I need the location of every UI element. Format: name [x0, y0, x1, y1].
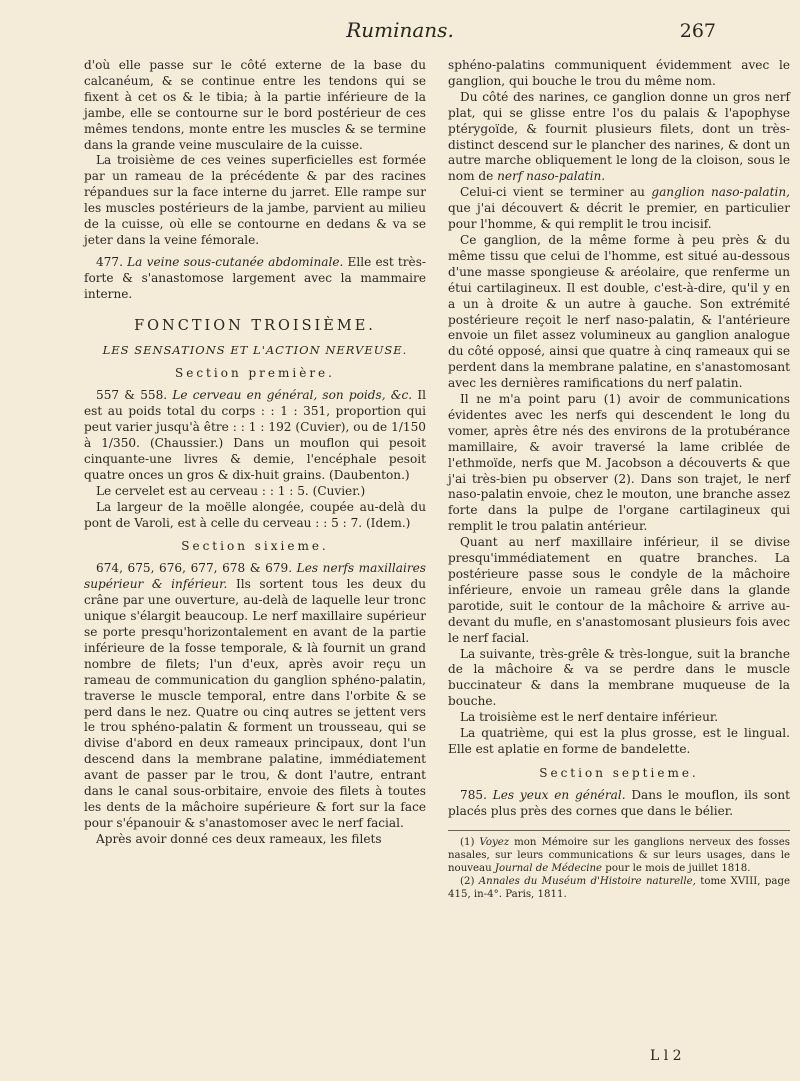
article-number: 674, 675, 676, 677, 678 & 679. [96, 561, 293, 576]
page-number: 267 [679, 20, 716, 42]
footnote-text: mon Mémoire sur les ganglions nerveux des fosses nasales, sur leurs communications & sur leurs usages, dans le nouveau [448, 836, 790, 874]
function-heading: FONCTION TROISIÈME. [134, 317, 376, 334]
footnote-em: Annales du Muséum d'Histoire naturelle, [478, 876, 696, 888]
signature-mark: L l 2 [650, 1048, 682, 1064]
paragraph: Quant au nerf maxillaire inférieur, il se divise presqu'immédiatement en quatre branches. La postérieure passe sous le condyle de la mâchoire inférieure, envoie un rameau grêle dans la glande parotide, suit le contour de la mâchoire & arrive au-devant du mufle, en s'anastomosant plusieurs fois avec le nerf facial. [448, 535, 790, 645]
footnote-em: Voyez [479, 836, 510, 848]
paragraph: sphéno-palatins communiquent évidemment avec le ganglion, qui bouche le trou du même nom. [448, 58, 790, 88]
right-column [448, 58, 790, 902]
running-title: Ruminans. [346, 18, 454, 42]
article-text: Elle est très-forte & s'anastomose largement avec la mammaire interne. [84, 254, 426, 301]
paragraph-785 [448, 788, 790, 820]
paragraph: La troisième est le nerf dentaire inférieur. [460, 710, 719, 725]
paragraph-text: Celui-ci vient se terminer au [460, 185, 652, 200]
paragraph: La largeur de la moëlle alongée, coupée au-delà du pont de Varoli, est à celle du cerveau : : 5 : 7. (Idem.) [84, 499, 426, 530]
function-subheading: LES SENSATIONS ET L'ACTION NERVEUSE. [102, 342, 408, 357]
section-heading: Section septieme. [539, 765, 699, 780]
footnote [448, 875, 790, 901]
article-title: Les nerfs maxillaires supérieur & inférieur. [84, 561, 426, 592]
paragraph-text: que j'ai découvert & décrit le premier, en particulier pour l'homme, & qui remplit le trou incisif. [448, 201, 790, 232]
paragraph: Ce ganglion, de la même forme à peu près & du même tissu que celui de l'homme, est situé au-dessous d'une masse spongieuse & aréolaire, que renferme un étui cartilagineux. Il est double, c'est-à-dire, qu'il y en a un à droite & un autre à gauche. Son extrémité postérieure reçoit le nerf naso-palatin, & l'antérieure envoie un filet assez volumineux au ganglion analogue du côté opposé, ainsi que quatre à cinq rameaux qui se perdent dans la membrane palatine, en s'anastomosant avec les dernières ramifications du nerf palatin. [448, 232, 790, 391]
article-number: 785. [460, 787, 487, 802]
paragraph [448, 90, 790, 185]
paragraph-text: Du côté des narines, ce ganglion donne un gros nerf plat, qui se glisse entre l'os du palais & l'apophyse ptérygoïde, & fournit plusieurs filets, dont un très-distinct descend sur le plancher des narines, & dont un autre marche obliquement le long de la cloison, sous le nom de [448, 89, 790, 184]
running-head [0, 16, 800, 46]
article-text: Dans le mouflon, ils sont placés plus près des cornes que dans le bélier. [448, 787, 790, 818]
footnote [448, 836, 790, 876]
left-column [84, 58, 426, 848]
footnote-marker: (1) [460, 836, 480, 848]
paragraph-674 [84, 561, 426, 831]
article-text: Il est au poids total du corps : : 1 : 351, proportion qui peut varier jusqu'à être : : 1 : 192 (Cuvier), ou de 1/150 à 1/350. (Chaussier.) Dans un mouflon qui pesoit cinquante-une livres & demie, l'encéphale pesoit quatre onces un gros & dix-huit grains. (Daubenton.) [84, 388, 426, 482]
paragraph: Il ne m'a point paru (1) avoir de communications évidentes avec les nerfs qui descendent le long du vomer, après être nés des environs de la protubérance mamillaire, & avoir traversé la lame criblée de l'ethmoïde, nerfs que M. Jacobson a découverts & que j'ai très-bien pu observer (2). Dans son trajet, le nerf naso-palatin envoie, chez le mouton, une branche assez forte dans la pulpe de l'organe cartilagineux qui remplit le trou palatin antérieur. [448, 392, 790, 534]
article-title: La veine sous-cutanée abdominale. [127, 254, 344, 269]
term: ganglion naso-palatin, [651, 185, 790, 200]
footnote-marker: (2) [460, 876, 479, 888]
paragraph: Le cervelet est au cerveau : : 1 : 5. (Cuvier.) [96, 483, 366, 498]
article-number: 557 & 558. [96, 388, 168, 403]
paragraph: La suivante, très-grêle & très-longue, suit la branche de la mâchoire & va se perdre dans le muscle buccinateur & dans la membrane muqueuse de la bouche. [448, 646, 790, 709]
paragraph: La troisième de ces veines superficielles est formée par un rameau de la précédente & par des racines répandues sur la face interne du jarret. Elle rampe sur les muscles postérieurs de la jambe, parvient au milieu de la cuisse, où elle se contourne en dedans & va se jeter dans la veine fémorale. [84, 153, 426, 247]
section-heading: Section sixieme. [181, 539, 329, 554]
article-text: Ils sortent tous les deux du crâne par une ouverture, au-delà de laquelle leur tronc unique s'élargit beaucoup. Le nerf maxillaire supérieur se porte presqu'horizontalement en avant de la partie inférieure de la fosse temporale, & là fournit un grand nombre de filets; l'un d'eux, après avoir reçu un rameau de communication du ganglion sphéno-palatin, traverse le muscle temporal, entre dans l'orbite & se perd dans le nez. Quatre ou cinq autres se jettent vers le trou sphéno-palatin & forment un trousseau, qui se divise d'abord en deux rameaux principaux, dont l'un descend dans la membrane palatine, immédiatement avant de passer par le trou, & dont l'autre, entrant dans le canal sous-orbitaire, envoie des filets à toutes les dents de la mâchoire supérieure & fort sur la face pour s'épanouir & s'anastomoser avec le nerf facial. [84, 577, 427, 830]
section-heading: Section première. [175, 366, 335, 381]
paragraph [448, 185, 790, 233]
article-title: Le cerveau en général, son poids, &c. [172, 388, 413, 403]
article-number: 477. [96, 254, 123, 269]
paragraph: Après avoir donné ces deux rameaux, les filets [96, 831, 382, 846]
paragraph: La quatrième, qui est la plus grosse, est le lingual. Elle est aplatie en forme de bandelette. [448, 726, 790, 756]
footnote-text: pour le mois de juillet 1818. [602, 863, 751, 874]
paragraph-477 [84, 255, 426, 303]
term: nerf naso-palatin. [497, 169, 606, 184]
article-title: Les yeux en général. [492, 787, 626, 802]
footnote-em: Journal de Médecine [494, 863, 603, 874]
paragraph: d'où elle passe sur le côté externe de la base du calcanéum, & se continue entre les tendons qui se fixent à cet os & le tibia; à la partie inférieure de la jambe, elle se contourne sur le bord postérieur de ces mêmes tendons, monte entre les muscles & se termine dans la grande veine musculaire de la cuisse. [84, 58, 426, 152]
paragraph-557 [84, 388, 426, 483]
footnote-text: tome XVIII, page 415, in-4°. Paris, 1811. [448, 876, 790, 901]
footnote-rule [448, 830, 790, 831]
